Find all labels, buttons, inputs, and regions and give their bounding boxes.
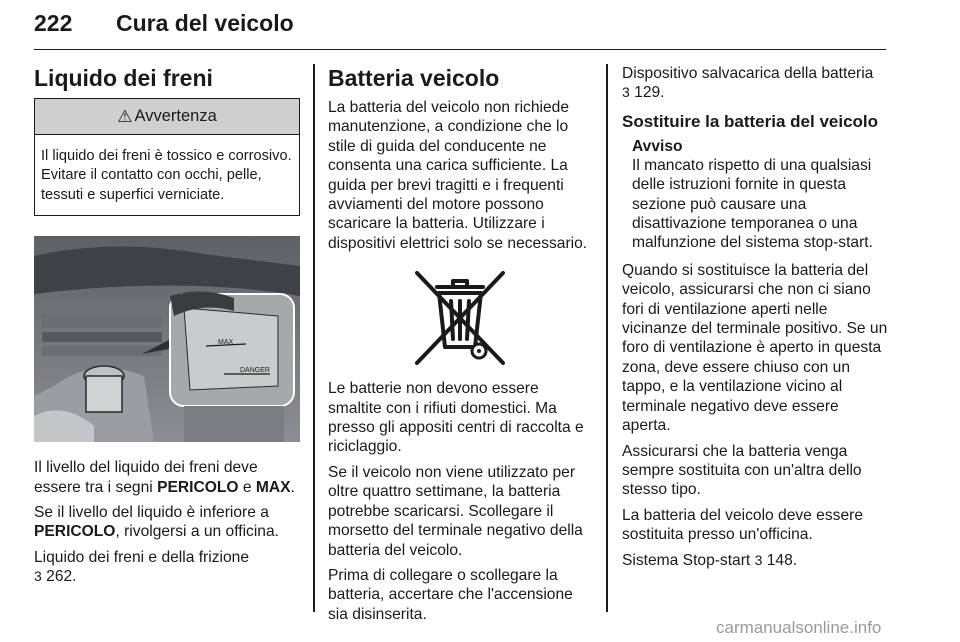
right-column: [622, 64, 888, 576]
engine-bay-illustration: [34, 236, 300, 442]
danger-mark-label: DANGER: [240, 367, 270, 375]
notice-title: Avviso: [632, 137, 683, 155]
crossed-out-wheelie-bin-icon: [409, 267, 509, 367]
warning-box: [34, 98, 300, 216]
warning-triangle-icon: ⚠: [117, 106, 133, 126]
charge-saver-reference: Dispositivo salvacarica della batteria 3 129.: [622, 65, 874, 102]
page-reference-link[interactable]: 148.: [766, 551, 798, 569]
warning-text: Il liquido dei freni è tossico e corrosivo. Evitare il contatto con occhi, pelle, tessuti e superfici verniciate.: [41, 148, 292, 203]
low-level-paragraph: Se il livello del liquido è inferiore a PERICOLO, rivolgersi a un officina.: [34, 504, 279, 541]
max-mark-label: MAX: [218, 339, 234, 347]
brake-clutch-reference: Liquido dei freni e della frizione 3 262.: [34, 548, 249, 586]
warning-title: Avvertenza: [134, 107, 217, 125]
page-reference-link[interactable]: 262.: [46, 568, 77, 586]
ventilation-paragraph: Quando si sostituisce la batteria del veicolo, assicurarsi che non ci siano fori di ventilazione aperti nelle vicinanze del terminale positivo. Se un foro di ventilazione è aperto in questa zona, deve essere chiuso con un tappo, e la ventilazione vicino al terminale negativo deve essere aperta.: [622, 261, 888, 435]
page-header: [34, 10, 886, 50]
disposal-paragraph: Le batterie non devono essere smaltite con i rifiuti domestici. Ma presso gli appositi centri di raccolta e riciclaggio.: [328, 380, 584, 456]
brake-fluid-reservoir-photo: [34, 236, 300, 442]
brake-fluid-heading: Liquido dei freni: [34, 65, 213, 91]
page-number: 222: [34, 10, 73, 36]
battery-heading: Batteria veicolo: [328, 65, 500, 91]
warning-header: [35, 99, 299, 135]
battery-intro-paragraph: La batteria del veicolo non richiede manutenzione, a condizione che lo stile di guida del conducente ne consenta una carica sufficiente. La guida per brevi tragitti e i frequenti avviamenti del motore possono scaricare la batteria. Utilizzare i dispositivi elettrici solo se necessario.: [328, 99, 588, 252]
watermark: carmanualsonline.info: [716, 618, 882, 637]
workshop-paragraph: La batteria del veicolo deve essere sostituita presso un'officina.: [622, 506, 863, 544]
level-paragraph: Il livello del liquido dei freni deve essere tra i segni PERICOLO e MAX.: [34, 459, 295, 496]
reference-arrow-icon: 3: [34, 568, 42, 585]
same-type-paragraph: Assicurarsi che la batteria venga sempre sostituita con un'altra dello stesso tipo.: [622, 442, 862, 499]
page-reference-link[interactable]: 129.: [634, 84, 665, 102]
replace-battery-subheading: Sostituire la batteria del veicolo: [622, 111, 879, 131]
chapter-title: Cura del veicolo: [116, 10, 294, 36]
reference-arrow-icon: 3: [622, 84, 630, 101]
column-divider-1: [313, 64, 315, 612]
notice-text: Il mancato rispetto di una qualsiasi delle istruzioni fornite in questa sezione può causare una disattivazione temporanea o una malfunzione del sistema stop-start.: [632, 156, 873, 252]
middle-column: [328, 64, 590, 630]
reference-arrow-icon: 3: [754, 551, 763, 568]
stop-start-reference: Sistema Stop-start 3 148.: [622, 551, 798, 569]
left-column: [34, 64, 300, 593]
column-divider-2: [606, 64, 608, 612]
storage-paragraph: Se il veicolo non viene utilizzato per oltre quattro settimane, la batteria potrebbe scaricarsi. Scollegare il morsetto del terminale negativo della batteria del veicolo.: [328, 463, 583, 559]
ignition-paragraph: Prima di collegare o scollegare la batteria, accertare che l'accensione sia disinserita.: [328, 566, 573, 623]
notice-block: [622, 137, 888, 253]
